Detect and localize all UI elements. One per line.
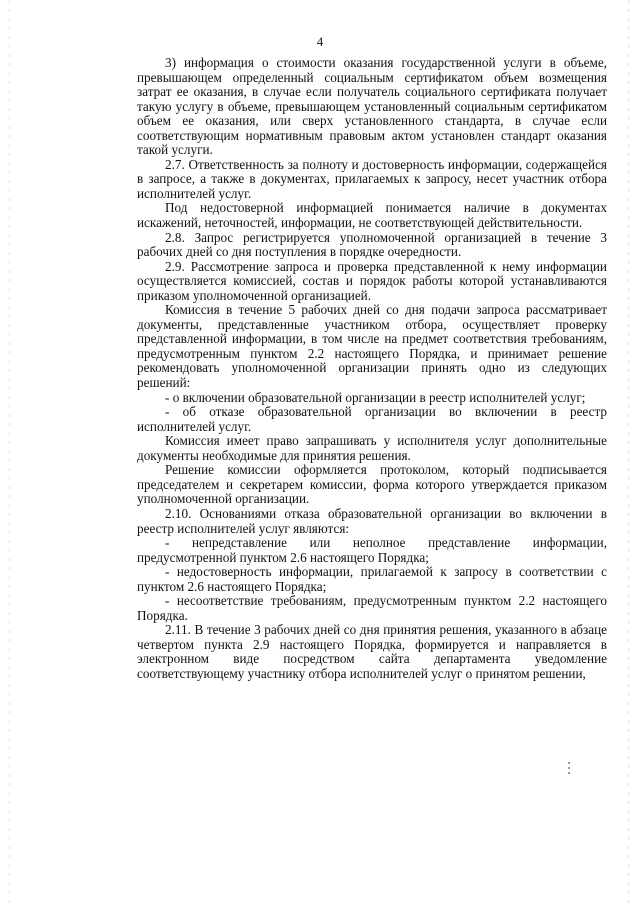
scan-margin-line-right (628, 0, 629, 905)
paragraph: 2.11. В течение 3 рабочих дней со дня принятия решения, указанного в абзаце четвертом пункта 2.9 настоящего Порядка, формируется и направляется в электронном виде посредством сайта департамента уведомление соответствующему участнику отбора исполнителей услуг о принятом решении, (137, 622, 607, 681)
paragraph: 3) информация о стоимости оказания государственной услуги в объеме, превышающем определенный социальным сертификатом объем возмещения затрат ее оказания, в случае если получатель социального сертификата получает такую услугу в объеме, превышающем установленный социальным сертификатом объем ее оказания, или сверх установленного стандарта, в случае если соответствующим нормативным правовым актом установлен стандарт оказания такой услуги. (137, 55, 607, 158)
paragraph: 2.8. Запрос регистрируется уполномоченной организацией в течение 3 рабочих дней со дня поступления в порядке очередности. (137, 229, 607, 260)
list-item: - недостоверность информации, прилагаемой к запросу в соответствии с пунктом 2.6 настоящего Порядка; (137, 564, 607, 594)
page-number: 4 (316, 34, 324, 49)
list-item: - несоответствие требованиям, предусмотренным пунктом 2.2 настоящего Порядка. (137, 593, 607, 623)
list-item: - о включении образовательной организации в реестр исполнителей услуг; (165, 389, 586, 405)
paragraph: 2.7. Ответственность за полноту и достоверность информации, содержащейся в запросе, а также в документах, прилагаемых к запросу, несет участник отбора исполнителей услуг. (137, 156, 607, 201)
scan-artifact-mark (568, 762, 570, 776)
paragraph: Решение комиссии оформляется протоколом, который подписывается председателем и секретарем комиссии, форма которого утверждается приказом уполномоченной организации. (137, 462, 607, 507)
scan-margin-line-left (9, 0, 10, 905)
list-item: - непредставление или неполное представление информации, предусмотренной пунктом 2.6 настоящего Порядка; (137, 535, 607, 565)
paragraph: Под недостоверной информацией понимается наличие в документах искажений, неточностей, информации, не соответствующей действительности. (137, 200, 607, 231)
paragraph: Комиссия имеет право запрашивать у исполнителя услуг дополнительные документы необходимые для принятия решения. (137, 433, 607, 463)
paragraph: Комиссия в течение 5 рабочих дней со дня подачи запроса рассматривает документы, представленные участником отбора, осуществляет проверку представленной информации, в том числе на предмет соответствия требованиям, предусмотренным пунктом 2.2 настоящего Порядка, и принимает решение рекомендовать уполномоченной организации принять одно из следующих решений: (137, 302, 607, 391)
paragraph: 2.9. Рассмотрение запроса и проверка представленной к нему информации осуществляется комиссией, состав и порядок работы которой устанавливаются приказом уполномоченной организацией. (137, 258, 607, 303)
list-item: - об отказе образовательной организации во включении в реестр исполнителей услуг. (137, 404, 607, 434)
paragraph: 2.10. Основаниями отказа образовательной организации во включении в реестр исполнителей услуг являются: (137, 505, 607, 536)
document-body (137, 56, 607, 682)
